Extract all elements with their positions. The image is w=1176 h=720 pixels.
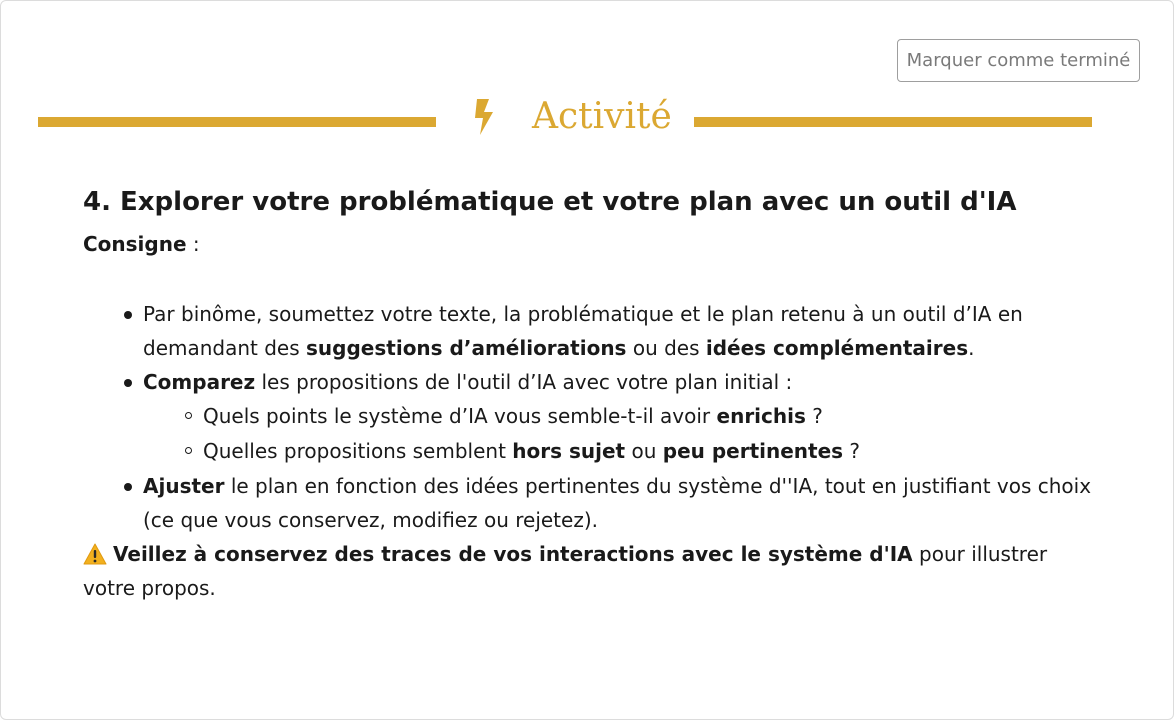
item-text: Par binôme, soumettez votre texte, la problématique et le plan retenu à un outil d’IA en demandant des — [143, 302, 1023, 360]
item-text: Quels points le système d’IA vous semble-t-il avoir — [203, 404, 717, 428]
instruction-list — [83, 297, 1093, 537]
item-text: ou — [625, 439, 663, 463]
item-text: Quelles propositions semblent — [203, 439, 513, 463]
item-emphasis: idées complémentaires — [705, 336, 969, 360]
mark-complete-button[interactable]: Marquer comme terminé — [897, 39, 1140, 82]
item-text: . — [968, 336, 975, 360]
lightning-bolt-icon — [471, 97, 499, 137]
item-emphasis: Ajuster — [143, 474, 225, 498]
banner-divider-right — [694, 117, 1092, 127]
consigne-line — [83, 231, 1093, 257]
item-emphasis: hors sujet — [512, 439, 626, 463]
banner-divider-left — [38, 117, 436, 127]
item-text: le plan en fonction des idées pertinentes du système d''IA, tout en justifiant vos choix (ce que vous conservez, modifiez ou rejetez). — [143, 474, 1092, 532]
consigne-suffix: : — [186, 232, 200, 256]
banner-title: Activité — [532, 96, 672, 137]
compare-sublist — [143, 399, 1093, 469]
item-emphasis: Comparez — [143, 370, 256, 394]
instruction-item-compare — [143, 365, 1093, 469]
item-text: ? — [843, 439, 861, 463]
activity-heading: 4. Explorer votre problématique et votre plan avec un outil d'IA — [83, 187, 1017, 217]
warning-text: pour illustrer votre propos. — [83, 542, 1048, 600]
activity-content — [83, 185, 1093, 605]
warning-note — [83, 537, 1093, 605]
item-text: ? — [805, 404, 823, 428]
warning-bold: Veillez à conservez des traces de vos interactions avec le système d'IA — [113, 542, 913, 566]
sub-item-hors-sujet — [203, 434, 1093, 469]
instruction-item-adjust — [143, 469, 1093, 537]
sub-item-enrichis — [203, 399, 1093, 434]
consigne-label: Consigne — [83, 232, 187, 256]
item-emphasis: peu pertinentes — [662, 439, 844, 463]
item-text: ou des — [626, 336, 706, 360]
instruction-item-submit — [143, 297, 1093, 365]
item-text: les propositions de l'outil d’IA avec votre plan initial : — [255, 370, 793, 394]
item-emphasis: suggestions d’améliorations — [306, 336, 627, 360]
item-emphasis: enrichis — [716, 404, 806, 428]
warning-icon — [83, 543, 107, 565]
